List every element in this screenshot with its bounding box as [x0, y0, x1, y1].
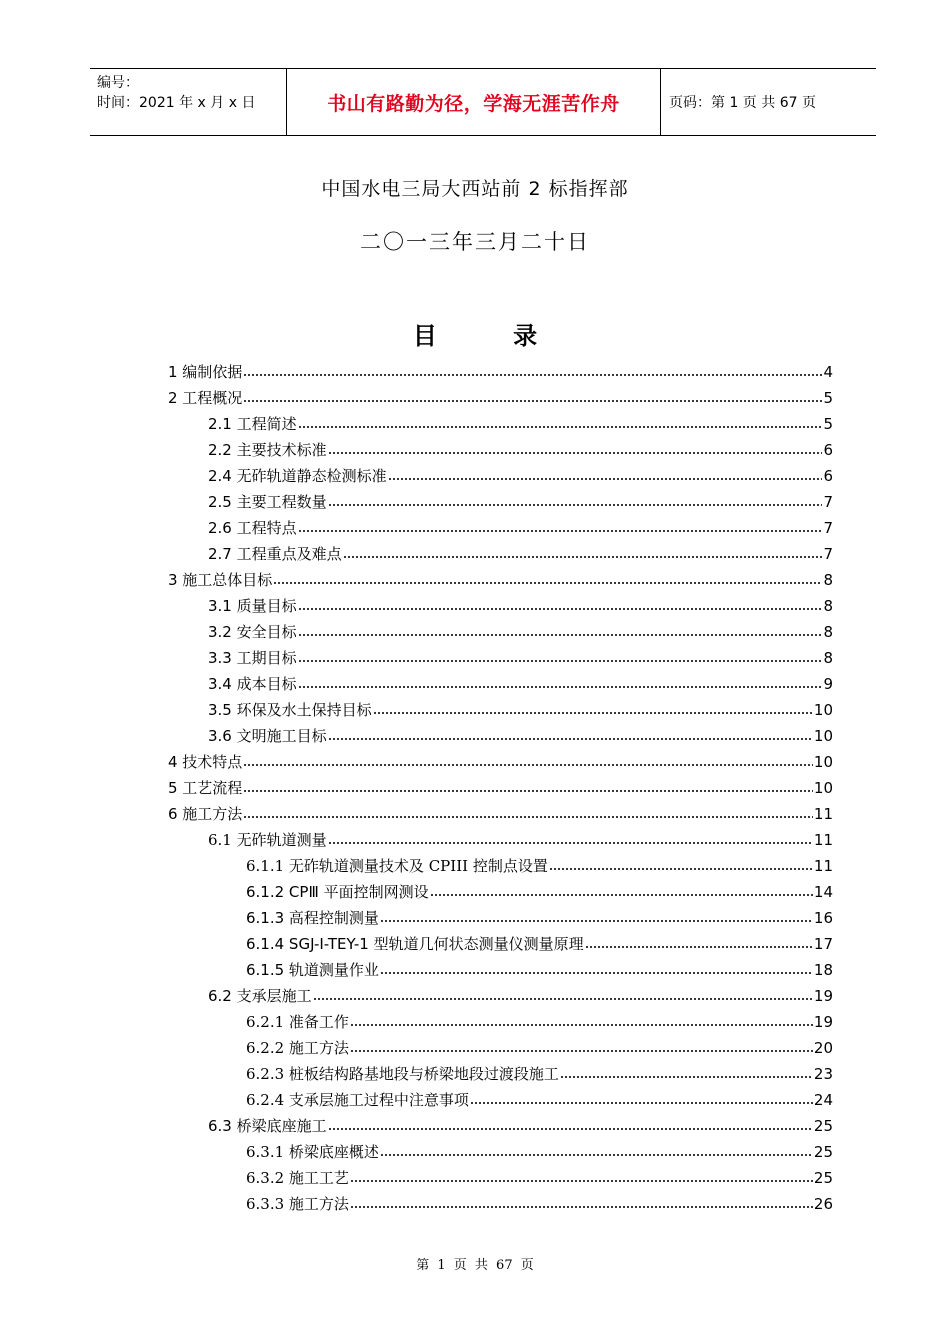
toc-entry-page: 7: [823, 493, 833, 511]
toc-entry-title: 3 施工总体目标: [168, 571, 273, 589]
toc-entry-page: 7: [823, 545, 833, 563]
toc-entry-title: 6 施工方法: [168, 805, 243, 823]
toc-entry-page: 10: [813, 779, 833, 797]
toc-entry-title: 2.2 主要技术标准: [208, 441, 327, 459]
toc-leader-dots: [328, 841, 813, 845]
toc-entry[interactable]: [246, 928, 833, 954]
toc-entry[interactable]: [208, 460, 833, 486]
toc-leader-dots: [243, 789, 813, 793]
toc-entry[interactable]: [168, 564, 833, 590]
toc-entry-title: 1 编制依据: [168, 363, 243, 381]
toc-entry-title: 5 工艺流程: [168, 779, 243, 797]
header-slogan-cell: [287, 69, 661, 135]
toc-entry-title: 6.1.1 无砟轨道测量技术及 CPIII 控制点设置: [246, 857, 548, 875]
toc-entry-page: 6: [823, 467, 833, 485]
toc-leader-dots: [343, 555, 823, 559]
toc-entry-page: 10: [813, 701, 833, 719]
time-label: 时间：2021 年 x 月 x 日: [97, 95, 256, 111]
toc-entry-title: 2.6 工程特点: [208, 519, 297, 537]
toc-entry-page: 19: [813, 987, 833, 1005]
toc-entry[interactable]: [246, 1136, 833, 1162]
toc-leader-dots: [380, 1153, 813, 1157]
toc-entry-title: 3.3 工期目标: [208, 649, 297, 667]
toc-entry-title: 3.6 文明施工目标: [208, 727, 327, 745]
toc-leader-dots: [298, 633, 823, 637]
toc-entry[interactable]: [208, 642, 833, 668]
toc-leader-dots: [273, 581, 822, 585]
toc-leader-dots: [560, 1075, 813, 1079]
toc-entry-title: 6.1.4 SGJ-I-TEY-1 型轨道几何状态测量仪测量原理: [246, 935, 584, 953]
toc-leader-dots: [380, 971, 813, 975]
number-label: 编号：: [97, 75, 139, 91]
toc-entry-page: 5: [823, 389, 833, 407]
toc-entry-title: 2.5 主要工程数量: [208, 493, 327, 511]
toc-entry-title: 2.7 工程重点及难点: [208, 545, 342, 563]
toc-leader-dots: [350, 1023, 813, 1027]
toc-entry-title: 6.2.1 准备工作: [246, 1013, 349, 1031]
toc-leader-dots: [243, 373, 822, 377]
toc-entry-page: 4: [823, 363, 833, 381]
toc-entry-title: 3.4 成本目标: [208, 675, 297, 693]
toc-entry[interactable]: [246, 902, 833, 928]
toc-leader-dots: [298, 425, 823, 429]
toc-entry-title: 6.2 支承层施工: [208, 987, 312, 1005]
page-footer: 第 1 页 共 67 页: [416, 1258, 534, 1273]
toc-entry-page: 8: [823, 649, 833, 667]
toc-entry-page: 11: [813, 831, 833, 849]
toc-entry[interactable]: [208, 694, 833, 720]
toc-entry-title: 6.1.2 CPⅢ 平面控制网测设: [246, 883, 429, 901]
toc-leader-dots: [243, 815, 813, 819]
toc-entry-page: 11: [813, 805, 833, 823]
toc-entry-page: 8: [823, 623, 833, 641]
toc-entry-page: 7: [823, 519, 833, 537]
toc-leader-dots: [549, 867, 813, 871]
toc-entry-page: 9: [823, 675, 833, 693]
toc-entry-page: 26: [813, 1195, 833, 1213]
toc-leader-dots: [298, 685, 823, 689]
toc-leader-dots: [388, 477, 823, 481]
toc-entry[interactable]: [168, 798, 833, 824]
toc-leader-dots: [243, 399, 822, 403]
toc-entry[interactable]: [168, 746, 833, 772]
toc-entry[interactable]: [246, 1162, 833, 1188]
toc-entry-title: 6.3.2 施工工艺: [246, 1169, 349, 1187]
document-date: 二〇一三年三月二十日: [360, 230, 590, 254]
toc-leader-dots: [585, 945, 813, 949]
toc-entry-page: 5: [823, 415, 833, 433]
toc-leader-dots: [350, 1205, 813, 1209]
slogan: 书山有路勤为径，学海无涯苦作舟: [327, 92, 620, 115]
toc-leader-dots: [328, 451, 823, 455]
toc-entry-page: 24: [813, 1091, 833, 1109]
toc-entry[interactable]: [246, 954, 833, 980]
toc-entry-title: 3.2 安全目标: [208, 623, 297, 641]
toc-entry-title: 6.3.1 桥梁底座概述: [246, 1143, 379, 1161]
toc-leader-dots: [298, 659, 823, 663]
toc-title: 目 录: [412, 322, 572, 350]
toc-entry[interactable]: [208, 512, 833, 538]
toc-leader-dots: [350, 1179, 813, 1183]
toc-entry-title: 6.2.2 施工方法: [246, 1039, 349, 1057]
toc-entry-page: 10: [813, 727, 833, 745]
toc-entry-title: 2.4 无砟轨道静态检测标准: [208, 467, 387, 485]
toc-entry-title: 6.2.4 支承层施工过程中注意事项: [246, 1091, 469, 1109]
toc-entry-page: 17: [813, 935, 833, 953]
toc-entry-title: 6.3.3 施工方法: [246, 1195, 349, 1213]
toc-leader-dots: [313, 997, 813, 1001]
toc-entry-title: 2 工程概况: [168, 389, 243, 407]
toc-entry[interactable]: [208, 1110, 833, 1136]
toc-entry-title: 3.1 质量目标: [208, 597, 297, 615]
header-meta-cell: [90, 69, 287, 135]
toc-entry[interactable]: [208, 824, 833, 850]
toc-leader-dots: [373, 711, 813, 715]
toc-leader-dots: [430, 893, 813, 897]
toc-entry-page: 14: [813, 883, 833, 901]
toc-entry[interactable]: [208, 616, 833, 642]
toc-leader-dots: [380, 919, 813, 923]
toc-entry[interactable]: [168, 356, 833, 382]
toc-entry-page: 25: [813, 1117, 833, 1135]
toc-entry[interactable]: [246, 1006, 833, 1032]
toc-entry[interactable]: [246, 1188, 833, 1214]
toc-entry-page: 23: [813, 1065, 833, 1083]
toc-entry-page: 18: [813, 961, 833, 979]
toc-leader-dots: [328, 1127, 813, 1131]
toc-entry-page: 11: [813, 857, 833, 875]
toc-entry[interactable]: [208, 434, 833, 460]
toc-leader-dots: [328, 503, 823, 507]
toc-entry-page: 6: [823, 441, 833, 459]
toc-entry-title: 6.2.3 桩板结构路基地段与桥梁地段过渡段施工: [246, 1065, 559, 1083]
toc-entry-page: 16: [813, 909, 833, 927]
toc-leader-dots: [243, 763, 813, 767]
header-table: [90, 68, 876, 136]
toc-entry-title: 6.1 无砟轨道测量: [208, 831, 327, 849]
toc-entry-page: 8: [823, 571, 833, 589]
organization-name: 中国水电三局大西站前 2 标指挥部: [321, 178, 629, 200]
toc-entry[interactable]: [246, 1032, 833, 1058]
toc-leader-dots: [298, 607, 823, 611]
toc-entry-page: 8: [823, 597, 833, 615]
toc-entry-page: 25: [813, 1143, 833, 1161]
toc-entry[interactable]: [208, 980, 833, 1006]
toc-leader-dots: [350, 1049, 813, 1053]
toc-entry-title: 2.1 工程简述: [208, 415, 297, 433]
toc-leader-dots: [328, 737, 813, 741]
toc-entry[interactable]: [246, 1084, 833, 1110]
toc-entry[interactable]: [208, 408, 833, 434]
toc-entry-page: 10: [813, 753, 833, 771]
toc-leader-dots: [298, 529, 823, 533]
page-info: 页码：第 1 页 共 67 页: [669, 95, 816, 111]
toc-entry-title: 6.3 桥梁底座施工: [208, 1117, 327, 1135]
toc-entry-title: 4 技术特点: [168, 753, 243, 771]
toc-entry[interactable]: [246, 850, 833, 876]
toc-entry-page: 25: [813, 1169, 833, 1187]
toc-entry[interactable]: [246, 1058, 833, 1084]
toc-entry[interactable]: [208, 590, 833, 616]
toc-leader-dots: [470, 1101, 813, 1105]
toc-entry-title: 6.1.5 轨道测量作业: [246, 961, 379, 979]
header-page-cell: [661, 69, 876, 135]
toc-entry-title: 3.5 环保及水土保持目标: [208, 701, 372, 719]
toc-entry[interactable]: [208, 486, 833, 512]
toc-entry[interactable]: [208, 538, 833, 564]
toc-entry[interactable]: [246, 876, 833, 902]
toc-entry[interactable]: [168, 382, 833, 408]
toc-entry-title: 6.1.3 高程控制测量: [246, 909, 379, 927]
toc-entry-page: 20: [813, 1039, 833, 1057]
toc-entry[interactable]: [168, 772, 833, 798]
toc-entry[interactable]: [208, 668, 833, 694]
toc-entry-page: 19: [813, 1013, 833, 1031]
toc-entry[interactable]: [208, 720, 833, 746]
